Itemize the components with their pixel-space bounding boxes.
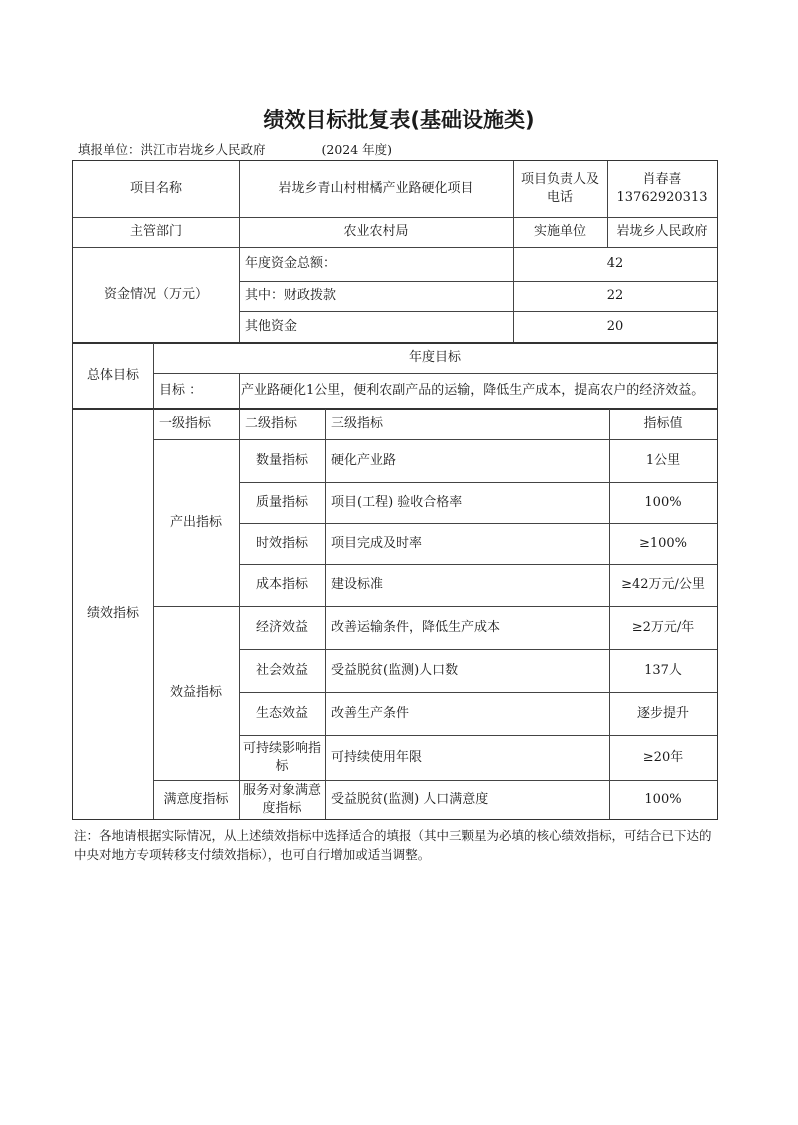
dept-label: 主管部门 xyxy=(129,224,182,240)
level1-benefit: 效益指标 xyxy=(169,685,222,701)
reporting-unit: 填报单位：洪江市岩垅乡人民政府 xyxy=(78,142,266,157)
value-cell: 100% xyxy=(644,791,682,807)
funds-fiscal-label: 其中：财政拨款 xyxy=(245,288,337,304)
project-info-table xyxy=(72,160,718,344)
footnote: 注：各地请根据实际情况，从上述绩效指标中选择适合的填报（其中三颗星为必填的核心绩效指标，可结合已下达的中央对地方专项转移支付绩效指标），也可自行增加或适当调整。 xyxy=(74,828,712,863)
funds-total-label: 年度资金总额： xyxy=(245,256,337,272)
value-cell: ≥42万元/公里 xyxy=(621,577,705,593)
level3-cell: 受益脱贫(监测)人口数 xyxy=(331,662,459,678)
level3-cell: 改善运输条件，降低生产成本 xyxy=(331,619,501,635)
level3-cell: 项目完成及时率 xyxy=(331,535,423,551)
value-cell: 100% xyxy=(644,494,682,510)
page-title: 绩效目标批复表(基础设施类) xyxy=(263,108,535,132)
level3-cell: 项目(工程) 验收合格率 xyxy=(331,494,463,510)
target-label: 目标 ： xyxy=(159,383,203,399)
value-cell: ≥100% xyxy=(638,535,688,551)
level3-cell: 受益脱贫(监测) 人口满意度 xyxy=(331,791,489,807)
performance-indicators-table xyxy=(72,408,718,820)
funds-label: 资金情况（万元） xyxy=(103,287,208,303)
project-name-value: 岩垅乡青山村柑橘产业路硬化项目 xyxy=(278,181,474,197)
leader-name: 肖春喜 xyxy=(642,172,682,188)
header-level2: 二级指标 xyxy=(245,416,298,432)
value-cell: 1公里 xyxy=(645,452,681,468)
value-cell: ≥2万元/年 xyxy=(631,619,695,635)
leader-phone: 13762920313 xyxy=(616,190,708,205)
project-leader-value xyxy=(607,161,717,217)
level2-cell: 服务对象满意度指标 xyxy=(243,782,322,816)
impl-unit-label: 实施单位 xyxy=(533,224,586,240)
impl-unit-value: 岩垅乡人民政府 xyxy=(616,224,708,240)
level1-output: 产出指标 xyxy=(169,514,222,530)
funds-total-value: 42 xyxy=(606,256,624,272)
level3-cell: 硬化产业路 xyxy=(331,452,397,468)
project-leader-label: 项目负责人及电话 xyxy=(520,172,599,205)
annual-goal-header: 年度目标 xyxy=(408,350,461,366)
value-cell: 137人 xyxy=(644,662,682,678)
level3-cell: 可持续使用年限 xyxy=(331,749,423,765)
value-cell: 逐步提升 xyxy=(636,705,689,721)
target-text: 产业路硬化1公里，便利农副产品的运输，降低生产成本，提高农户的经济效益。 xyxy=(241,383,705,399)
level2-cell: 可持续影响指标 xyxy=(243,740,322,774)
header-level1: 一级指标 xyxy=(159,416,212,432)
report-meta xyxy=(78,140,392,158)
level2-cell: 质量指标 xyxy=(255,494,308,510)
level2-cell: 时效指标 xyxy=(255,535,308,551)
project-name-label: 项目名称 xyxy=(129,181,182,197)
header-value: 指标值 xyxy=(643,416,683,432)
funds-other-value: 20 xyxy=(606,319,624,335)
overall-goal-table xyxy=(72,342,718,410)
level3-cell: 改善生产条件 xyxy=(331,705,410,721)
report-year: (2024 年度) xyxy=(321,142,393,157)
level2-cell: 经济效益 xyxy=(255,619,308,635)
funds-fiscal-value: 22 xyxy=(606,288,624,304)
dept-value: 农业农村局 xyxy=(343,224,409,240)
level2-cell: 生态效益 xyxy=(255,705,308,721)
level2-cell: 成本指标 xyxy=(255,577,308,593)
level2-cell: 社会效益 xyxy=(255,662,308,678)
value-cell: ≥20年 xyxy=(642,749,684,765)
level2-cell: 数量指标 xyxy=(255,452,308,468)
funds-other-label: 其他资金 xyxy=(245,319,298,335)
indicators-label: 绩效指标 xyxy=(86,606,139,622)
level3-cell: 建设标准 xyxy=(331,577,384,593)
header-level3: 三级指标 xyxy=(331,416,384,432)
overall-goal-label: 总体目标 xyxy=(86,368,139,384)
level1-satisfaction: 满意度指标 xyxy=(163,791,229,807)
